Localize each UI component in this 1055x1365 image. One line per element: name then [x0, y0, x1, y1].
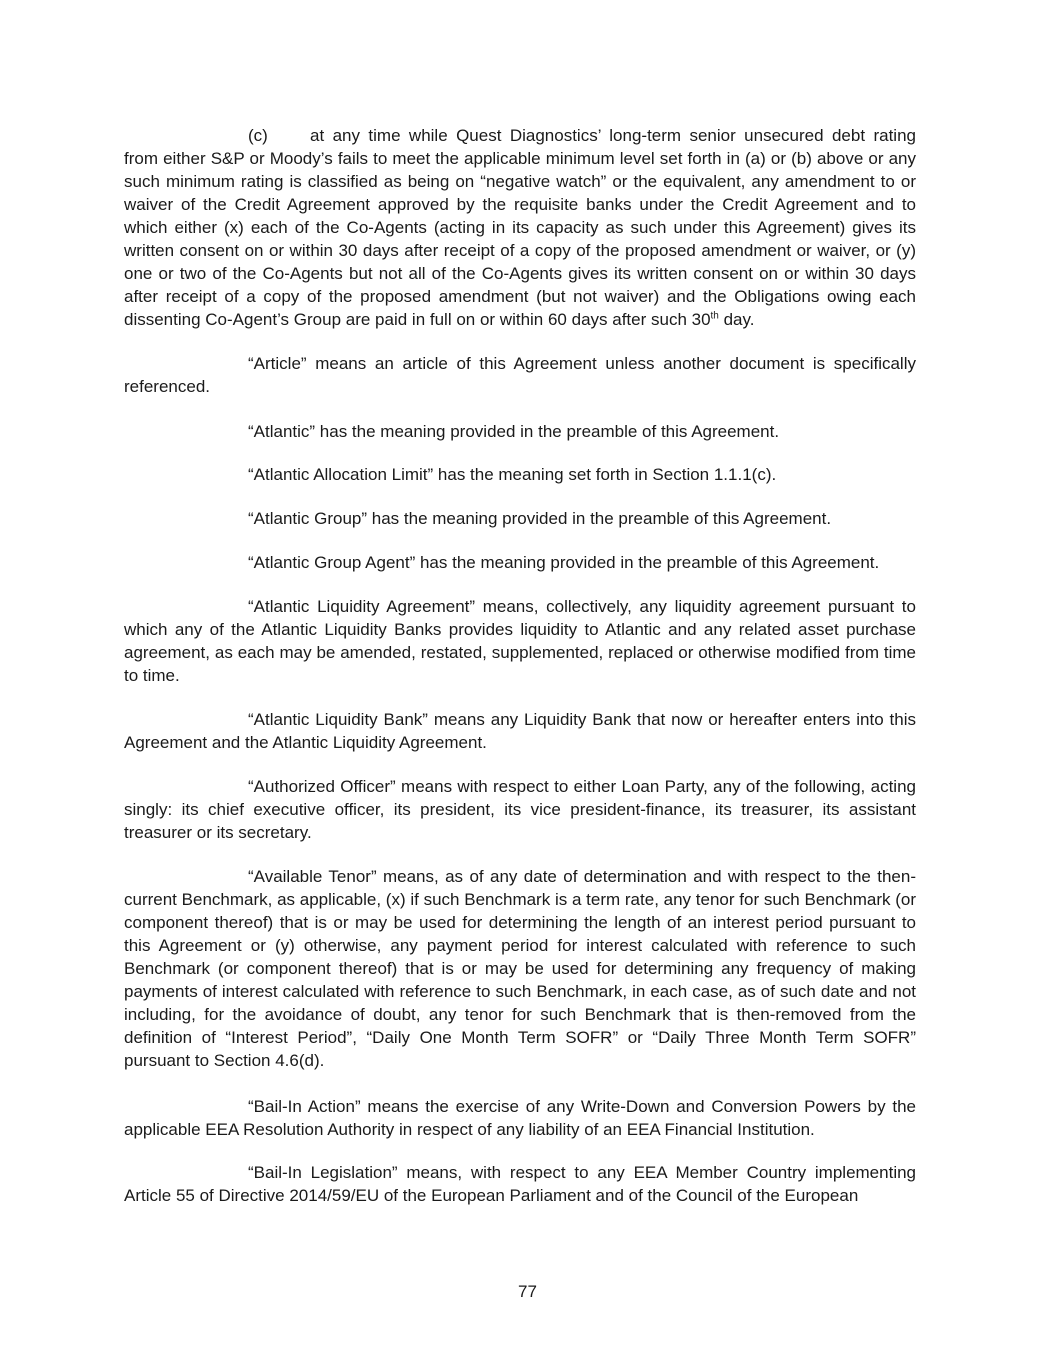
definition-atlantic-group: “Atlantic Group” has the meaning provided in the preamble of this Agreement.: [248, 509, 832, 528]
definition-authorized-officer: “Authorized Officer” means with respect to either Loan Party, any of the following, acting singly: its chief executive officer, its president, its vice president-finance, its treasurer, its assistant treasurer or its secretary.: [124, 777, 916, 842]
definition-article: “Article” means an article of this Agreement unless another document is specifically referenced.: [124, 354, 916, 396]
clause-c-paragraph: [124, 124, 916, 331]
definition-atlantic: “Atlantic” has the meaning provided in the preamble of this Agreement.: [248, 422, 780, 441]
definition-atlantic-liquidity-agreement: “Atlantic Liquidity Agreement” means, collectively, any liquidity agreement pursuant to which any of the Atlantic Liquidity Banks provides liquidity to Atlantic and any related asset purchase agreement, as each may be amended, restated, supplemented, replaced or otherwise modified from time to time.: [124, 597, 916, 685]
definition-atlantic-allocation-limit: “Atlantic Allocation Limit” has the meaning set forth in Section 1.1.1(c).: [248, 465, 777, 484]
definition-atlantic-group-agent: “Atlantic Group Agent” has the meaning provided in the preamble of this Agreement.: [248, 553, 880, 572]
ordinal-superscript: th: [710, 310, 719, 322]
page-number: 77: [518, 1282, 537, 1301]
definition-bail-in-legislation: “Bail-In Legislation” means, with respect to any EEA Member Country implementing Article 55 of Directive 2014/59/EU of the European Parliament and of the Council of the European: [124, 1163, 916, 1205]
clause-c-tail: day.: [718, 310, 755, 329]
definition-atlantic-liquidity-bank: “Atlantic Liquidity Bank” means any Liquidity Bank that now or hereafter enters into this Agreement and the Atlantic Liquidity Agreement.: [124, 710, 916, 752]
clause-marker: (c): [248, 126, 268, 145]
definition-bail-in-action: “Bail-In Action” means the exercise of any Write-Down and Conversion Powers by the applicable EEA Resolution Authority in respect of any liability of an EEA Financial Institution.: [124, 1097, 916, 1139]
definition-available-tenor: “Available Tenor” means, as of any date of determination and with respect to the then-current Benchmark, as applicable, (x) if such Benchmark is a term rate, any tenor for such Benchmark (or component thereof) that is or may be used for determining the length of an interest period pursuant to this Agreement or (y) otherwise, any payment period for interest calculated with reference to such Benchmark (or component thereof) that is or may be used for determining any frequency of making payments of interest calculated with reference to such Benchmark, in each case, as of such date and not including, for the avoidance of doubt, any tenor for such Benchmark that is then-removed from the definition of “Interest Period”, “Daily One Month Term SOFR” or “Daily Three Month Term SOFR” pursuant to Section 4.6(d).: [124, 867, 916, 1070]
clause-c-text: at any time while Quest Diagnostics’ long-term senior unsecured debt rating from either S&P or Moody’s fails to meet the applicable minimum level set forth in (a) or (b) above or any such minimum rating is classified as being on “negative watch” or the equivalent, any amendment to or waiver of the Credit Agreement approved by the requisite banks under the Credit Agreement and to which either (x) each of the Co-Agents (acting in its capacity as such under this Agreement) gives its written consent on or within 30 days after receipt of a copy of the proposed amendment or waiver, or (y) one or two of the Co-Agents but not all of the Co-Agents gives its written consent on or within 30 days after receipt of a copy of the proposed amendment (but not waiver) and the Obligations owing each dissenting Co-Agent’s Group are paid in full on or within 60 days after such 30: [124, 126, 916, 329]
